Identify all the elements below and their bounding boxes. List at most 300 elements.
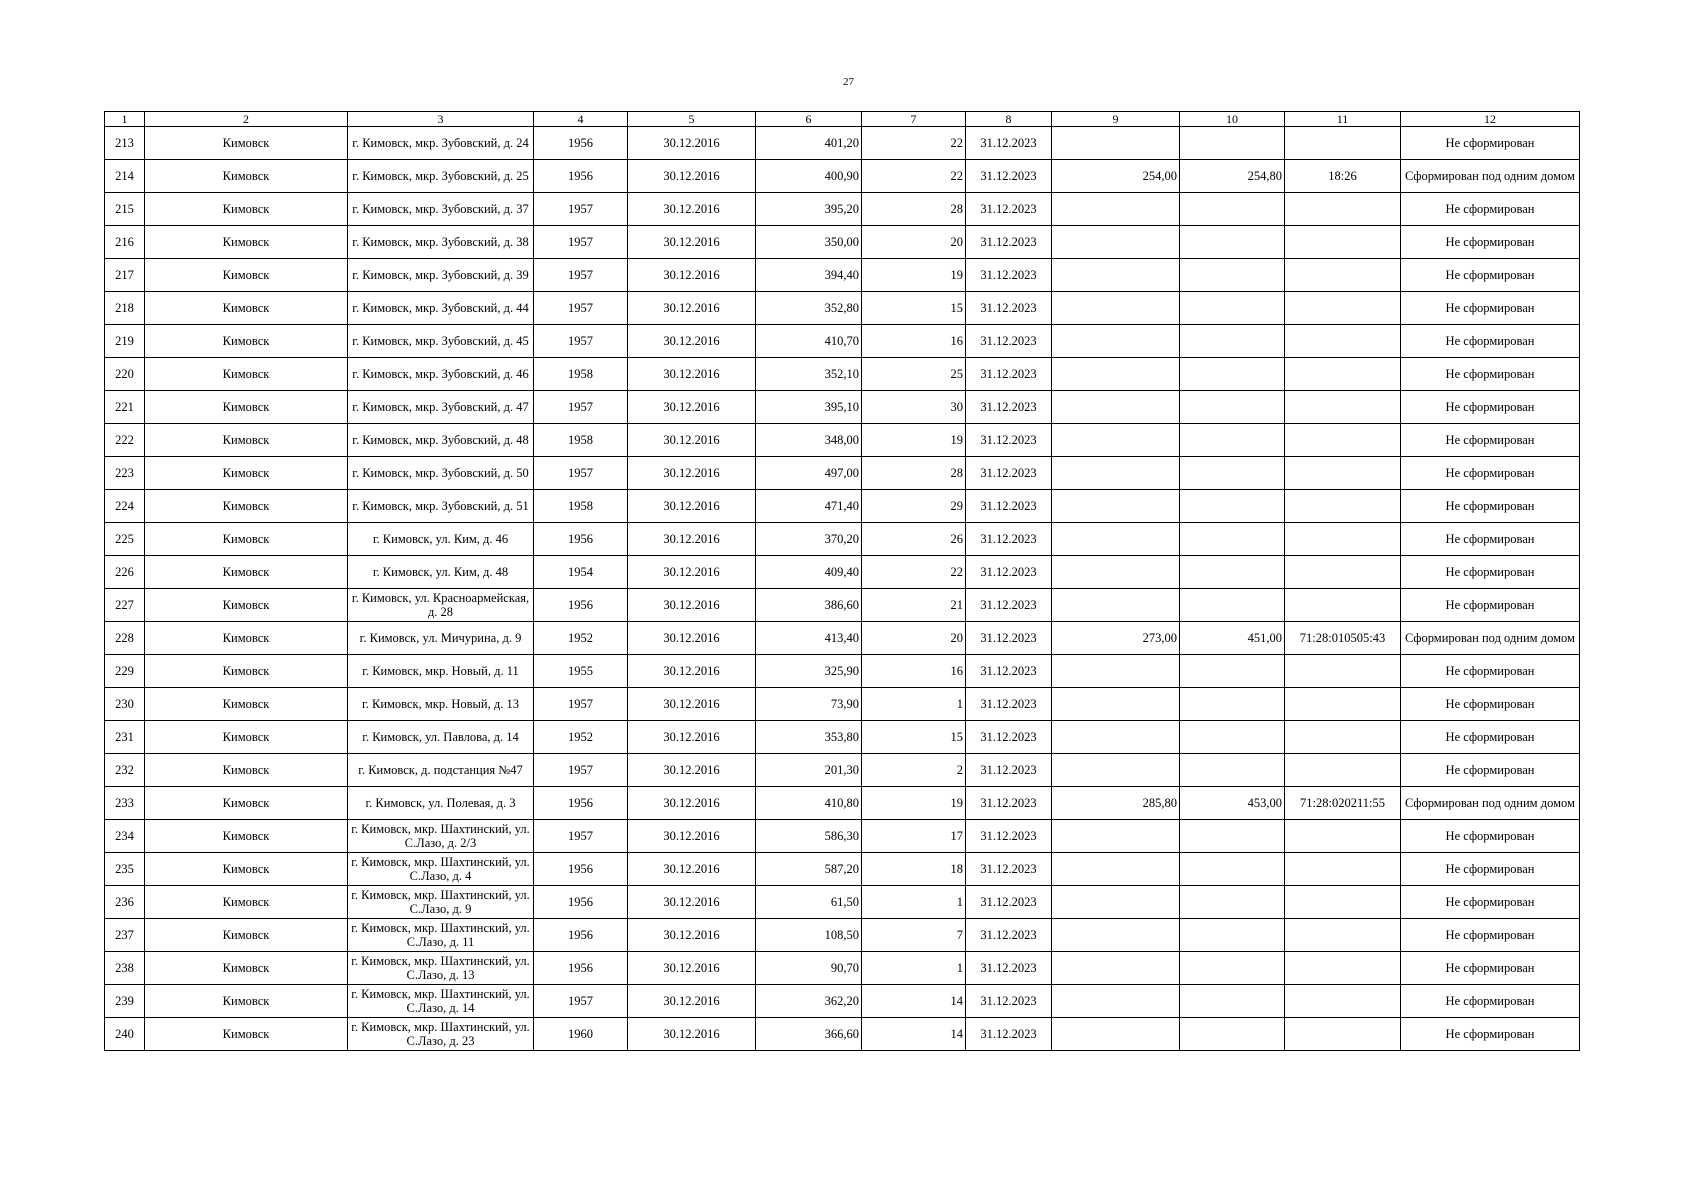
row-number-cell: 239	[105, 985, 145, 1018]
date-cell: 30.12.2016	[628, 127, 756, 160]
area-cell: 410,70	[756, 325, 862, 358]
deadline-cell: 31.12.2023	[966, 523, 1052, 556]
year-cell: 1958	[534, 490, 628, 523]
row-number-cell: 237	[105, 919, 145, 952]
address-cell: г. Кимовск, мкр. Шахтинский, ул. С.Лазо, д. 9	[348, 886, 534, 919]
row-number-cell: 235	[105, 853, 145, 886]
address-cell: г. Кимовск, мкр. Шахтинский, ул. С.Лазо, д. 14	[348, 985, 534, 1018]
area-cell: 409,40	[756, 556, 862, 589]
status-cell: Не сформирован	[1401, 325, 1580, 358]
area-cell: 73,90	[756, 688, 862, 721]
address-cell: г. Кимовск, мкр. Шахтинский, ул. С.Лазо, д. 13	[348, 952, 534, 985]
row-number-cell: 214	[105, 160, 145, 193]
city-cell: Кимовск	[145, 688, 348, 721]
deadline-cell: 31.12.2023	[966, 853, 1052, 886]
cadastral-number-cell	[1285, 424, 1401, 457]
area-cell: 401,20	[756, 127, 862, 160]
row-number-cell: 223	[105, 457, 145, 490]
cadastral-number-cell	[1285, 754, 1401, 787]
date-cell: 30.12.2016	[628, 886, 756, 919]
land-area-total-cell	[1180, 292, 1285, 325]
city-cell: Кимовск	[145, 127, 348, 160]
deadline-cell: 31.12.2023	[966, 292, 1052, 325]
residents-cell: 1	[862, 952, 966, 985]
table-row	[105, 688, 1580, 721]
residents-cell: 1	[862, 886, 966, 919]
column-header: 5	[628, 112, 756, 127]
cadastral-number-cell	[1285, 523, 1401, 556]
residents-cell: 15	[862, 721, 966, 754]
page-number: 27	[843, 76, 854, 88]
land-area-total-cell	[1180, 358, 1285, 391]
cadastral-number-cell: 71:28:020211:55	[1285, 787, 1401, 820]
land-area-total-cell	[1180, 688, 1285, 721]
land-area-total-cell	[1180, 193, 1285, 226]
status-cell: Не сформирован	[1401, 391, 1580, 424]
area-cell: 108,50	[756, 919, 862, 952]
deadline-cell: 31.12.2023	[966, 886, 1052, 919]
land-area-cell	[1052, 589, 1180, 622]
land-area-cell	[1052, 721, 1180, 754]
land-area-cell	[1052, 556, 1180, 589]
date-cell: 30.12.2016	[628, 292, 756, 325]
date-cell: 30.12.2016	[628, 787, 756, 820]
column-header: 12	[1401, 112, 1580, 127]
city-cell: Кимовск	[145, 787, 348, 820]
area-cell: 586,30	[756, 820, 862, 853]
address-cell: г. Кимовск, мкр. Шахтинский, ул. С.Лазо, д. 23	[348, 1018, 534, 1051]
land-area-total-cell	[1180, 391, 1285, 424]
table-row	[105, 655, 1580, 688]
date-cell: 30.12.2016	[628, 820, 756, 853]
row-number-cell: 234	[105, 820, 145, 853]
column-header: 11	[1285, 112, 1401, 127]
land-area-cell	[1052, 919, 1180, 952]
residents-cell: 2	[862, 754, 966, 787]
area-cell: 350,00	[756, 226, 862, 259]
row-number-cell: 219	[105, 325, 145, 358]
residents-cell: 16	[862, 655, 966, 688]
column-number-row	[105, 112, 1580, 127]
table-body	[105, 127, 1580, 1051]
address-cell: г. Кимовск, мкр. Зубовский, д. 37	[348, 193, 534, 226]
row-number-cell: 228	[105, 622, 145, 655]
status-cell: Не сформирован	[1401, 358, 1580, 391]
address-cell: г. Кимовск, мкр. Зубовский, д. 50	[348, 457, 534, 490]
column-header: 7	[862, 112, 966, 127]
table-row	[105, 754, 1580, 787]
address-cell: г. Кимовск, мкр. Зубовский, д. 39	[348, 259, 534, 292]
year-cell: 1957	[534, 259, 628, 292]
area-cell: 400,90	[756, 160, 862, 193]
address-cell: г. Кимовск, мкр. Зубовский, д. 48	[348, 424, 534, 457]
year-cell: 1958	[534, 358, 628, 391]
land-area-total-cell	[1180, 127, 1285, 160]
status-cell: Не сформирован	[1401, 754, 1580, 787]
cadastral-number-cell	[1285, 985, 1401, 1018]
year-cell: 1956	[534, 919, 628, 952]
city-cell: Кимовск	[145, 853, 348, 886]
city-cell: Кимовск	[145, 952, 348, 985]
land-area-total-cell	[1180, 952, 1285, 985]
city-cell: Кимовск	[145, 457, 348, 490]
address-cell: г. Кимовск, мкр. Зубовский, д. 45	[348, 325, 534, 358]
area-cell: 366,60	[756, 1018, 862, 1051]
area-cell: 201,30	[756, 754, 862, 787]
row-number-cell: 231	[105, 721, 145, 754]
status-cell: Не сформирован	[1401, 490, 1580, 523]
land-area-cell	[1052, 886, 1180, 919]
city-cell: Кимовск	[145, 985, 348, 1018]
status-cell: Не сформирован	[1401, 1018, 1580, 1051]
land-area-cell	[1052, 754, 1180, 787]
row-number-cell: 221	[105, 391, 145, 424]
row-number-cell: 218	[105, 292, 145, 325]
deadline-cell: 31.12.2023	[966, 787, 1052, 820]
land-area-total-cell	[1180, 589, 1285, 622]
deadline-cell: 31.12.2023	[966, 325, 1052, 358]
year-cell: 1956	[534, 952, 628, 985]
city-cell: Кимовск	[145, 919, 348, 952]
cadastral-number-cell	[1285, 1018, 1401, 1051]
address-cell: г. Кимовск, ул. Павлова, д. 14	[348, 721, 534, 754]
table-row	[105, 952, 1580, 985]
residents-cell: 26	[862, 523, 966, 556]
cadastral-number-cell	[1285, 721, 1401, 754]
cadastral-number-cell	[1285, 589, 1401, 622]
status-cell: Не сформирован	[1401, 292, 1580, 325]
address-cell: г. Кимовск, ул. Полевая, д. 3	[348, 787, 534, 820]
cadastral-number-cell	[1285, 325, 1401, 358]
date-cell: 30.12.2016	[628, 358, 756, 391]
city-cell: Кимовск	[145, 193, 348, 226]
address-cell: г. Кимовск, мкр. Шахтинский, ул. С.Лазо, д. 2/3	[348, 820, 534, 853]
year-cell: 1957	[534, 457, 628, 490]
cadastral-number-cell	[1285, 193, 1401, 226]
city-cell: Кимовск	[145, 820, 348, 853]
table-row	[105, 853, 1580, 886]
residents-cell: 29	[862, 490, 966, 523]
land-area-cell	[1052, 457, 1180, 490]
row-number-cell: 220	[105, 358, 145, 391]
land-area-cell	[1052, 688, 1180, 721]
date-cell: 30.12.2016	[628, 853, 756, 886]
residents-cell: 16	[862, 325, 966, 358]
date-cell: 30.12.2016	[628, 424, 756, 457]
city-cell: Кимовск	[145, 1018, 348, 1051]
address-cell: г. Кимовск, мкр. Шахтинский, ул. С.Лазо, д. 11	[348, 919, 534, 952]
date-cell: 30.12.2016	[628, 160, 756, 193]
deadline-cell: 31.12.2023	[966, 919, 1052, 952]
year-cell: 1956	[534, 787, 628, 820]
status-cell: Не сформирован	[1401, 556, 1580, 589]
column-header: 10	[1180, 112, 1285, 127]
column-header: 4	[534, 112, 628, 127]
land-area-total-cell	[1180, 424, 1285, 457]
address-cell: г. Кимовск, мкр. Шахтинский, ул. С.Лазо, д. 4	[348, 853, 534, 886]
column-header: 8	[966, 112, 1052, 127]
column-header: 3	[348, 112, 534, 127]
year-cell: 1956	[534, 523, 628, 556]
deadline-cell: 31.12.2023	[966, 1018, 1052, 1051]
table-row	[105, 193, 1580, 226]
year-cell: 1954	[534, 556, 628, 589]
residents-cell: 14	[862, 1018, 966, 1051]
deadline-cell: 31.12.2023	[966, 688, 1052, 721]
table-row	[105, 589, 1580, 622]
date-cell: 30.12.2016	[628, 523, 756, 556]
residents-cell: 25	[862, 358, 966, 391]
cadastral-number-cell: 71:28:010505:43	[1285, 622, 1401, 655]
address-cell: г. Кимовск, мкр. Зубовский, д. 24	[348, 127, 534, 160]
residents-cell: 19	[862, 424, 966, 457]
deadline-cell: 31.12.2023	[966, 226, 1052, 259]
area-cell: 61,50	[756, 886, 862, 919]
land-area-total-cell	[1180, 853, 1285, 886]
status-cell: Сформирован под одним домом	[1401, 622, 1580, 655]
date-cell: 30.12.2016	[628, 688, 756, 721]
city-cell: Кимовск	[145, 556, 348, 589]
city-cell: Кимовск	[145, 589, 348, 622]
year-cell: 1956	[534, 589, 628, 622]
date-cell: 30.12.2016	[628, 655, 756, 688]
table-row	[105, 622, 1580, 655]
date-cell: 30.12.2016	[628, 754, 756, 787]
status-cell: Не сформирован	[1401, 193, 1580, 226]
row-number-cell: 225	[105, 523, 145, 556]
table-row	[105, 259, 1580, 292]
land-area-total-cell	[1180, 325, 1285, 358]
year-cell: 1958	[534, 424, 628, 457]
date-cell: 30.12.2016	[628, 985, 756, 1018]
city-cell: Кимовск	[145, 259, 348, 292]
land-area-total-cell	[1180, 259, 1285, 292]
area-cell: 587,20	[756, 853, 862, 886]
land-area-total-cell	[1180, 556, 1285, 589]
deadline-cell: 31.12.2023	[966, 556, 1052, 589]
row-number-cell: 238	[105, 952, 145, 985]
year-cell: 1956	[534, 160, 628, 193]
status-cell: Не сформирован	[1401, 226, 1580, 259]
city-cell: Кимовск	[145, 292, 348, 325]
row-number-cell: 213	[105, 127, 145, 160]
land-area-cell	[1052, 424, 1180, 457]
year-cell: 1957	[534, 985, 628, 1018]
area-cell: 413,40	[756, 622, 862, 655]
address-cell: г. Кимовск, мкр. Зубовский, д. 25	[348, 160, 534, 193]
city-cell: Кимовск	[145, 721, 348, 754]
date-cell: 30.12.2016	[628, 226, 756, 259]
land-area-total-cell	[1180, 985, 1285, 1018]
area-cell: 353,80	[756, 721, 862, 754]
address-cell: г. Кимовск, мкр. Зубовский, д. 46	[348, 358, 534, 391]
deadline-cell: 31.12.2023	[966, 820, 1052, 853]
date-cell: 30.12.2016	[628, 325, 756, 358]
table-row	[105, 358, 1580, 391]
table-row	[105, 226, 1580, 259]
area-cell: 497,00	[756, 457, 862, 490]
status-cell: Не сформирован	[1401, 853, 1580, 886]
deadline-cell: 31.12.2023	[966, 358, 1052, 391]
year-cell: 1957	[534, 820, 628, 853]
residents-cell: 22	[862, 160, 966, 193]
date-cell: 30.12.2016	[628, 259, 756, 292]
row-number-cell: 230	[105, 688, 145, 721]
area-cell: 395,20	[756, 193, 862, 226]
land-area-total-cell	[1180, 457, 1285, 490]
year-cell: 1957	[534, 292, 628, 325]
land-area-cell	[1052, 127, 1180, 160]
date-cell: 30.12.2016	[628, 919, 756, 952]
address-cell: г. Кимовск, д. подстанция №47	[348, 754, 534, 787]
deadline-cell: 31.12.2023	[966, 424, 1052, 457]
land-area-total-cell	[1180, 886, 1285, 919]
address-cell: г. Кимовск, мкр. Зубовский, д. 51	[348, 490, 534, 523]
residents-cell: 18	[862, 853, 966, 886]
residents-cell: 30	[862, 391, 966, 424]
date-cell: 30.12.2016	[628, 490, 756, 523]
table-row	[105, 919, 1580, 952]
row-number-cell: 216	[105, 226, 145, 259]
row-number-cell: 224	[105, 490, 145, 523]
address-cell: г. Кимовск, мкр. Зубовский, д. 38	[348, 226, 534, 259]
table-row	[105, 787, 1580, 820]
residents-cell: 19	[862, 787, 966, 820]
year-cell: 1957	[534, 325, 628, 358]
cadastral-number-cell	[1285, 886, 1401, 919]
area-cell: 352,80	[756, 292, 862, 325]
column-header: 2	[145, 112, 348, 127]
date-cell: 30.12.2016	[628, 1018, 756, 1051]
cadastral-number-cell	[1285, 820, 1401, 853]
residents-cell: 17	[862, 820, 966, 853]
area-cell: 352,10	[756, 358, 862, 391]
table-row	[105, 391, 1580, 424]
cadastral-number-cell	[1285, 127, 1401, 160]
residents-cell: 20	[862, 226, 966, 259]
city-cell: Кимовск	[145, 622, 348, 655]
table-row	[105, 1018, 1580, 1051]
year-cell: 1956	[534, 127, 628, 160]
deadline-cell: 31.12.2023	[966, 589, 1052, 622]
cadastral-number-cell	[1285, 226, 1401, 259]
date-cell: 30.12.2016	[628, 721, 756, 754]
status-cell: Не сформирован	[1401, 688, 1580, 721]
date-cell: 30.12.2016	[628, 622, 756, 655]
year-cell: 1960	[534, 1018, 628, 1051]
table-row	[105, 160, 1580, 193]
land-area-cell	[1052, 952, 1180, 985]
table-row	[105, 490, 1580, 523]
address-cell: г. Кимовск, ул. Ким, д. 48	[348, 556, 534, 589]
city-cell: Кимовск	[145, 655, 348, 688]
table-row	[105, 457, 1580, 490]
land-area-total-cell	[1180, 523, 1285, 556]
city-cell: Кимовск	[145, 523, 348, 556]
row-number-cell: 232	[105, 754, 145, 787]
row-number-cell: 229	[105, 655, 145, 688]
status-cell: Не сформирован	[1401, 919, 1580, 952]
land-area-total-cell: 453,00	[1180, 787, 1285, 820]
land-area-cell	[1052, 391, 1180, 424]
land-area-total-cell: 254,80	[1180, 160, 1285, 193]
year-cell: 1955	[534, 655, 628, 688]
land-area-cell	[1052, 325, 1180, 358]
land-area-cell	[1052, 490, 1180, 523]
city-cell: Кимовск	[145, 325, 348, 358]
city-cell: Кимовск	[145, 424, 348, 457]
address-cell: г. Кимовск, мкр. Зубовский, д. 47	[348, 391, 534, 424]
land-area-cell	[1052, 193, 1180, 226]
row-number-cell: 217	[105, 259, 145, 292]
area-cell: 348,00	[756, 424, 862, 457]
cadastral-number-cell	[1285, 688, 1401, 721]
city-cell: Кимовск	[145, 490, 348, 523]
land-area-cell	[1052, 259, 1180, 292]
status-cell: Не сформирован	[1401, 820, 1580, 853]
area-cell: 471,40	[756, 490, 862, 523]
cadastral-number-cell	[1285, 490, 1401, 523]
deadline-cell: 31.12.2023	[966, 754, 1052, 787]
table-row	[105, 985, 1580, 1018]
address-cell: г. Кимовск, мкр. Новый, д. 13	[348, 688, 534, 721]
date-cell: 30.12.2016	[628, 589, 756, 622]
cadastral-number-cell	[1285, 556, 1401, 589]
deadline-cell: 31.12.2023	[966, 721, 1052, 754]
residents-cell: 28	[862, 193, 966, 226]
area-cell: 370,20	[756, 523, 862, 556]
row-number-cell: 233	[105, 787, 145, 820]
date-cell: 30.12.2016	[628, 391, 756, 424]
city-cell: Кимовск	[145, 886, 348, 919]
row-number-cell: 222	[105, 424, 145, 457]
column-header: 1	[105, 112, 145, 127]
land-area-cell	[1052, 985, 1180, 1018]
year-cell: 1957	[534, 193, 628, 226]
land-area-total-cell	[1180, 655, 1285, 688]
land-area-cell	[1052, 358, 1180, 391]
column-header: 9	[1052, 112, 1180, 127]
area-cell: 395,10	[756, 391, 862, 424]
address-cell: г. Кимовск, мкр. Новый, д. 11	[348, 655, 534, 688]
residents-cell: 22	[862, 127, 966, 160]
year-cell: 1957	[534, 391, 628, 424]
area-cell: 325,90	[756, 655, 862, 688]
year-cell: 1956	[534, 886, 628, 919]
land-area-total-cell	[1180, 919, 1285, 952]
status-cell: Не сформирован	[1401, 259, 1580, 292]
area-cell: 362,20	[756, 985, 862, 1018]
address-cell: г. Кимовск, ул. Мичурина, д. 9	[348, 622, 534, 655]
status-cell: Не сформирован	[1401, 424, 1580, 457]
city-cell: Кимовск	[145, 754, 348, 787]
deadline-cell: 31.12.2023	[966, 622, 1052, 655]
cadastral-number-cell	[1285, 358, 1401, 391]
date-cell: 30.12.2016	[628, 952, 756, 985]
residents-cell: 19	[862, 259, 966, 292]
land-area-cell: 273,00	[1052, 622, 1180, 655]
cadastral-number-cell	[1285, 952, 1401, 985]
status-cell: Не сформирован	[1401, 457, 1580, 490]
deadline-cell: 31.12.2023	[966, 193, 1052, 226]
table-row	[105, 127, 1580, 160]
status-cell: Не сформирован	[1401, 655, 1580, 688]
row-number-cell: 226	[105, 556, 145, 589]
land-area-cell	[1052, 292, 1180, 325]
land-area-cell	[1052, 853, 1180, 886]
row-number-cell: 215	[105, 193, 145, 226]
status-cell: Не сформирован	[1401, 589, 1580, 622]
